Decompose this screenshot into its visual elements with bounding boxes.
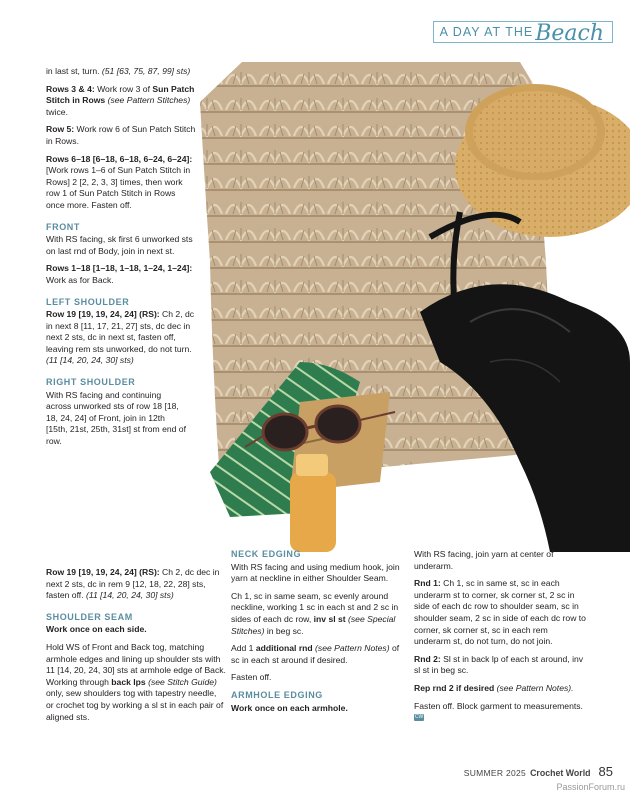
stitch-name: additional rnd (255, 643, 313, 654)
section-header (433, 20, 613, 44)
note: (see Pattern Stitches) (107, 95, 191, 106)
heading-neck-edging: NECK EDGING (231, 549, 302, 559)
heading-right-shoulder: RIGHT SHOULDER (46, 377, 136, 388)
paragraph: With RS facing and continuing across unworked sts of row 18 [18, 18, 24, 24] of Front, join in 12th [15th, 21st, 25th, 31st] st from end of row. (46, 389, 186, 447)
text: Ch 2, dc dec in next 2 sts, dc in rem 9 [12, 18, 22, 28] sts, fasten off. (46, 567, 220, 601)
paragraph: Fasten off. (231, 672, 272, 683)
sub-heading: Work once on each armhole. (231, 702, 348, 713)
heading-shoulder-seam: SHOULDER SEAM (46, 611, 133, 622)
text: [Work rows 1–6 of Sun Patch Stitch in Rows] 2 [2, 2, 3, 3] times, then work row 1 of Sun Patch Stitch in Rows once more. Fasten off. (46, 165, 191, 210)
text: Hold WS of Front and Back tog, matching armhole edges and lining up shoulder sts with 11 [14, 20, 24, 30] sts at armhole edge of Back. Working through (46, 641, 226, 687)
paragraph (414, 701, 586, 724)
heading-armhole-edging: ARMHOLE EDGING (231, 689, 323, 700)
row-label: Rows 6–18 [6–18, 6–18, 6–24, 6–24]: (46, 153, 193, 164)
row-label: Row 19 [19, 19, 24, 24] (RS): (46, 309, 160, 320)
paragraph: With RS facing, join yarn at center of underarm. (414, 549, 554, 571)
row-label: Rnd 2: (414, 653, 441, 664)
paragraph: With RS facing and using medium hook, join yarn at neckline in either Shoulder Seam. (231, 561, 400, 584)
row-label: Row 19 [19, 19, 24, 24] (RS): (46, 567, 160, 577)
column-2 (231, 549, 403, 720)
paragraph (414, 683, 586, 695)
cw-end-icon: CW (414, 714, 424, 721)
note: (see Stitch Guide) (145, 676, 217, 687)
header-script: Beach (535, 20, 604, 46)
paragraph (46, 124, 196, 147)
text: Add 1 (231, 643, 256, 654)
header-box (433, 20, 613, 46)
column-1 (46, 66, 196, 454)
header-text: A DAY AT THE (439, 25, 534, 39)
stitch-name: inv sl st (313, 613, 346, 624)
text: only, sew shoulders tog with tapestry needle, or crochet tog by working a sl st in each pair of aligned sts. (46, 688, 224, 722)
heading-front: FRONT (46, 221, 80, 232)
product-photo (190, 62, 630, 552)
sub-heading: Work once on each side. (46, 624, 147, 635)
text: Ch 1, sc in same st, sc in each underarm st to corner, sk corner st, 2 sc in side of each dc row to shoulder seam, sc in shoulder seam, 2 sc in side of each dc row to corner, sk corner st, sc in each rem underarm st, do not turn, do not join. (414, 578, 586, 647)
stitch-name: back lps (111, 676, 146, 687)
paragraph (231, 591, 403, 637)
paragraph (231, 643, 403, 666)
paragraph (46, 263, 196, 286)
footer-magazine: Crochet World (530, 768, 591, 778)
row-label: Rnd 1: (414, 578, 441, 589)
stitch-counts: (51 [63, 75, 87, 99] sts) (101, 66, 191, 76)
row-label: Rows 1–18 [1–18, 1–18, 1–24, 1–24]: (46, 263, 193, 274)
stitch-counts: (11 [14, 20, 24, 30] sts) (85, 590, 174, 601)
paragraph (46, 154, 196, 212)
text: of sc in each st around if desired. (231, 643, 400, 665)
row-label: Rep rnd 2 if desired (414, 682, 495, 693)
paragraph (46, 567, 226, 602)
paragraph (46, 642, 226, 723)
text: Work row 6 of Sun Patch Stitch in Rows. (46, 124, 196, 146)
text: Work as for Back. (46, 274, 114, 285)
column-3 (414, 549, 586, 730)
note: (see Pattern Notes) (312, 643, 390, 654)
page-footer (464, 764, 613, 779)
text: in last st, turn. (46, 66, 100, 76)
text: Sl st in back lp of each st around, inv sl st in beg sc. (414, 653, 584, 676)
paragraph (46, 84, 196, 119)
note: (see Pattern Notes). (494, 682, 574, 693)
footer-season: SUMMER 2025 (463, 768, 527, 778)
text: twice. (46, 106, 68, 117)
paragraph (414, 578, 586, 648)
watermark: PassionForum.ru (556, 782, 625, 792)
row-label: Row 5: (46, 124, 75, 135)
paragraph (46, 309, 196, 367)
stitch-name: Sun Patch Stitch in Rows (46, 83, 195, 106)
text: Ch 2, dc in next 8 [11, 17, 21, 27] sts, dc dec in next 2 sts, dc in next st, fasten off, leaving rem sts unworked, do not turn. (46, 309, 195, 354)
row-label: Rows 3 & 4: (46, 83, 95, 94)
stitch-counts: (11 [14, 20, 24, 30] sts) (46, 355, 134, 366)
text: Fasten off. Block garment to measurements. (414, 700, 583, 711)
text: Ch 1, sc in same seam, sc evenly around neckline, working 1 sc in each st and 2 sc in sides of each dc row, (231, 590, 399, 624)
text: Work row 3 of (94, 83, 153, 94)
page-number: 85 (598, 764, 613, 779)
paragraph (46, 624, 226, 636)
text: in beg sc. (264, 625, 304, 636)
paragraph: With RS facing, sk first 6 unworked sts on last rnd of Body, join in next st. (46, 234, 193, 256)
paragraph (414, 654, 586, 677)
paragraph (46, 66, 196, 78)
heading-left-shoulder: LEFT SHOULDER (46, 296, 130, 307)
paragraph (231, 703, 403, 715)
note: (see Special Stitches) (231, 613, 396, 636)
